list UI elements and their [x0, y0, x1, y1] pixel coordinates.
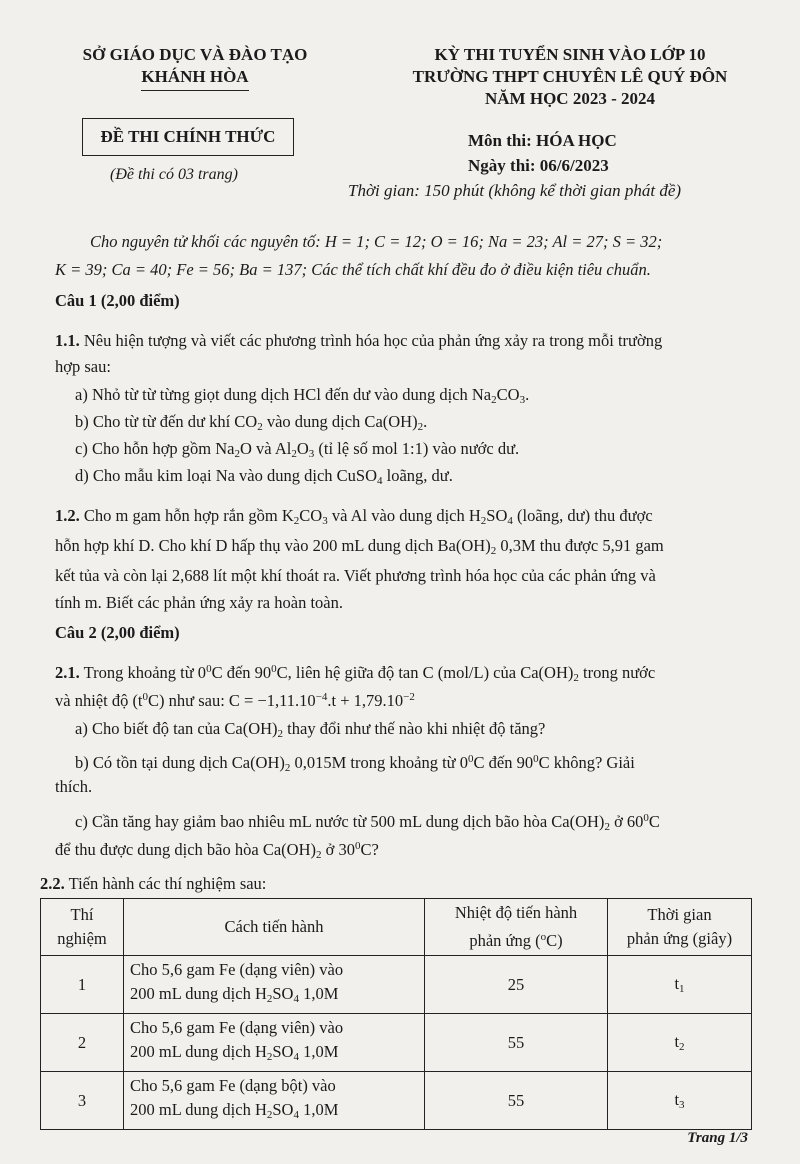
q1-1-a: a) Nhỏ từ từ từng giọt dung dịch HCl đến dư vào dung dịch $Na_2CO_3$. — [75, 385, 530, 406]
q1-1-b: b) Cho từ từ đến dư khí $CO_2$ vào dung dịch $Ca(OH)_2$. — [75, 412, 428, 433]
table-header-row — [41, 899, 752, 956]
q1-1-c: c) Cho hỗn hợp gồm $Na_2O$ và $Al_2O_3$ (tỉ lệ số mol 1:1) vào nước dư. — [75, 439, 520, 460]
q2-1-line1: 2.1. Trong khoảng từ $0^0C$ đến $90^0C$, liên hệ giữa độ tan C (mol/L) của $Ca(OH)_2$ trong nước — [55, 663, 656, 684]
header-temperature: Nhiệt độ tiến hành phản ứng ($^o$C) — [425, 899, 608, 956]
school-year: NĂM HỌC 2023 - 2024 — [485, 89, 655, 108]
q1-2-line3: kết tủa và còn lại 2,688 lít một khí thoát ra. Viết phương trình hóa học của các phản ứng và — [55, 566, 656, 585]
department-name: SỞ GIÁO DỤC VÀ ĐÀO TẠO — [82, 45, 308, 64]
q1-1-d: d) Cho mẫu kim loại Na vào dung dịch CuSO$_4$ loãng, dư. — [75, 466, 453, 487]
q2-1-b-line2: thích. — [55, 777, 93, 796]
department-header — [40, 44, 350, 91]
table-row: 1 Cho 5,6 gam Fe (dạng viên) vào 200 mL dung dịch $H_2SO_4$ 1,0M 25 $t_1$ — [41, 956, 752, 1014]
question-1-title: Câu 1 (2,00 điểm) — [55, 291, 180, 310]
q1-2-line1: 1.2. Cho m gam hỗn hợp rắn gồm $K_2CO_3$ và Al vào dung dịch $H_2SO_4$ (loãng, dư) thu được — [55, 506, 653, 527]
table-row: 3 Cho 5,6 gam Fe (dạng bột) vào 200 mL dung dịch $H_2SO_4$ 1,0M 55 $t_3$ — [41, 1072, 752, 1130]
q2-1-line2: và nhiệt độ $(t^0C)$ như sau: $C = -1,11.10^{-4}.t + 1,79.10^{-2}$ — [55, 691, 415, 710]
q1-2-line4: tính m. Biết các phản ứng xảy ra hoàn toàn. — [55, 593, 343, 612]
exam-title: KỲ THI TUYỂN SINH VÀO LỚP 10 — [434, 45, 706, 64]
q1-1-line2: hợp sau: — [55, 357, 111, 376]
q1-1-line1: 1.1. Nêu hiện tượng và viết các phương trình hóa học của phản ứng xảy ra trong mỗi trường — [55, 331, 663, 350]
q2-1-c-line2: để thu được dung dịch bão hòa $Ca(OH)_2$ ở $30^0C$? — [55, 840, 379, 861]
header-procedure: Cách tiến hành — [124, 899, 425, 956]
q2-1-a: a) Cho biết độ tan của $Ca(OH)_2$ thay đổi như thế nào khi nhiệt độ tăng? — [75, 719, 546, 740]
official-exam-label: ĐỀ THI CHÍNH THỨC — [82, 118, 294, 156]
header-experiment: Thí nghiệm — [41, 899, 124, 956]
exam-header — [360, 44, 780, 110]
q2-2-line: 2.2. Tiến hành các thí nghiệm sau: — [40, 874, 267, 893]
q2-1-c: c) Cần tăng hay giảm bao nhiêu mL nước từ 500 mL dung dịch bão hòa $Ca(OH)_2$ ở $60^0C$ — [75, 812, 660, 833]
q1-1-number: 1.1. — [55, 331, 80, 350]
experiment-table — [40, 898, 752, 1130]
header-time: Thời gian phản ứng (giây) — [608, 899, 752, 956]
q2-1-b: b) Có tồn tại dung dịch $Ca(OH)_2$ 0,015M trong khoảng từ $0^0C$ đến $90^0C$ không? Giải — [75, 753, 635, 774]
table-row: 2 Cho 5,6 gam Fe (dạng viên) vào 200 mL dung dịch $H_2SO_4$ 1,0M 55 $t_2$ — [41, 1014, 752, 1072]
school-name: TRƯỜNG THPT CHUYÊN LÊ QUÝ ĐÔN — [412, 67, 728, 86]
province-name: KHÁNH HÒA — [141, 66, 248, 91]
exam-date: Ngày thi: 06/6/2023 — [468, 156, 609, 175]
pages-note: (Đề thi có 03 trang) — [110, 166, 238, 183]
intro-line-2: K = 39; Ca = 40; Fe = 56; Ba = 137; Các thể tích chất khí đều đo ở điều kiện tiêu chuẩn. — [55, 260, 651, 279]
exam-info — [348, 128, 682, 203]
subject: Môn thi: HÓA HỌC — [468, 131, 617, 150]
intro-line-1: Cho nguyên tử khối các nguyên tố: H = 1; C = 12; O = 16; Na = 23; Al = 27; S = 32; — [90, 232, 663, 251]
duration: Thời gian: 150 phút (không kể thời gian phát đề) — [348, 181, 682, 200]
question-2-title: Câu 2 (2,00 điểm) — [55, 623, 180, 642]
page-number: Trang 1/3 — [687, 1130, 748, 1146]
q1-2-line2: hỗn hợp khí D. Cho khí D hấp thụ vào 200 mL dung dịch $Ba(OH)_2$ 0,3M thu được 5,91 gam — [55, 536, 664, 557]
